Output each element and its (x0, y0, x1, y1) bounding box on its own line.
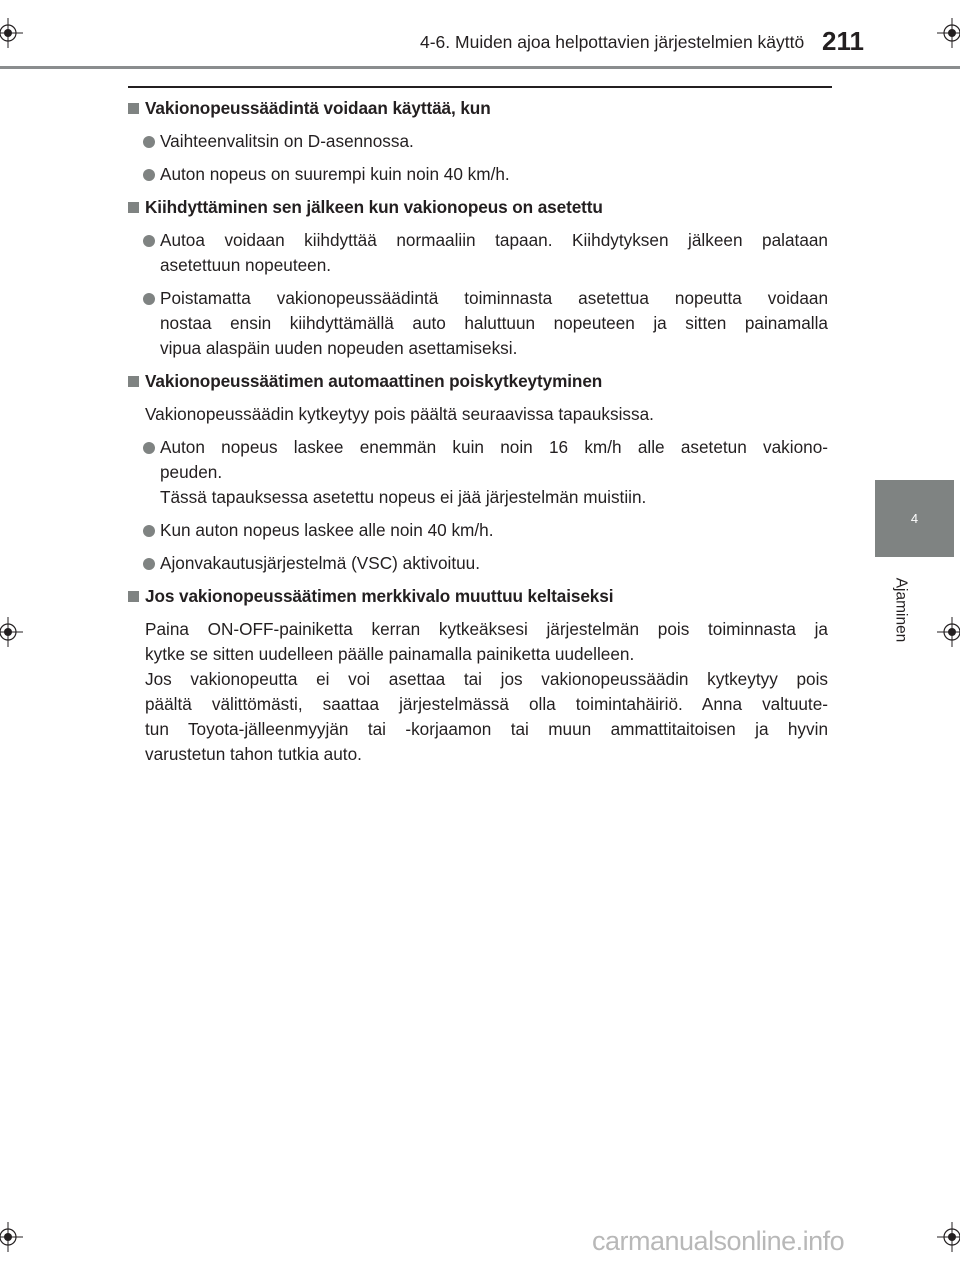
page-content (128, 96, 828, 775)
square-bullet-icon (128, 376, 139, 387)
section-heading: Kiihdyttäminen sen jälkeen kun vakionopeus on asetettu (128, 195, 828, 220)
chapter-tab-label (860, 570, 940, 650)
watermark: carmanualsonline.info (592, 1226, 845, 1256)
content-top-rule (128, 86, 832, 88)
registration-mark-icon (937, 1222, 960, 1252)
round-bullet-icon (143, 442, 155, 454)
running-header-title: 4-6. Muiden ajoa helpottavien järjestelmien käyttö (420, 32, 805, 52)
section-heading: Vakionopeussäädintä voidaan käyttää, kun (128, 96, 828, 121)
list-item: Auton nopeus on suurempi kuin noin 40 km/h. (128, 162, 828, 187)
square-bullet-icon (128, 103, 139, 114)
section-heading: Vakionopeussäätimen automaattinen poiskytkeytyminen (128, 369, 828, 394)
round-bullet-icon (143, 169, 155, 181)
list-item: Vaihteenvalitsin on D-asennossa. (128, 129, 828, 154)
registration-mark-icon (0, 18, 23, 48)
registration-mark-icon (0, 1222, 23, 1252)
chapter-tab (875, 480, 954, 557)
page-number: 211 (822, 26, 864, 56)
list-item: Kun auton nopeus laskee alle noin 40 km/h. (128, 518, 828, 543)
section-intro: Vakionopeussäädin kytkeytyy pois päältä seuraavissa tapauksissa. (145, 404, 654, 424)
round-bullet-icon (143, 136, 155, 148)
registration-mark-icon (937, 18, 960, 48)
list-item: Ajonvakautusjärjestelmä (VSC) aktivoituu. (128, 551, 828, 576)
section-heading: Jos vakionopeussäätimen merkkivalo muuttuu keltaiseksi (128, 584, 828, 609)
list-item: Auton nopeus laskee enemmän kuin noin 16 km/h alle asetetun vakiono- peuden. Tässä tapauksessa asetettu nopeus ei jää järjestelmän muistiin. (128, 435, 828, 510)
chapter-title: Ajaminen (892, 577, 909, 643)
round-bullet-icon (143, 235, 155, 247)
chapter-number: 4 (910, 511, 919, 526)
list-item: Autoa voidaan kiihdyttää normaaliin tapaan. Kiihdytyksen jälkeen palataan asetettuun nopeuteen. (128, 228, 828, 278)
round-bullet-icon (143, 525, 155, 537)
section-paragraph: Paina ON-OFF-painiketta kerran kytkeäksesi järjestelmän pois toiminnasta ja kytke se sitten uudelleen päälle painamalla painiketta uudelleen. Jos vakionopeutta ei voi asettaa tai jos vakionopeussäädin kytkeytyy pois päältä välittömästi, saattaa järjestelmässä olla toimintahäiriö. Anna valtuute- tun Toyota-jälleenmyyjän tai -korjaamon tai muun ammattitaitoisen ja hyvin varustetun tahon tutkia auto. (145, 619, 828, 764)
registration-mark-icon (937, 617, 960, 647)
registration-mark-icon (0, 617, 23, 647)
square-bullet-icon (128, 591, 139, 602)
header-rule (0, 66, 960, 69)
square-bullet-icon (128, 202, 139, 213)
round-bullet-icon (143, 293, 155, 305)
round-bullet-icon (143, 558, 155, 570)
list-item: Poistamatta vakionopeussäädintä toiminnasta asetettua nopeutta voidaan nostaa ensin kiihdyttämällä auto haluttuun nopeuteen ja sitten painamalla vipua alaspäin uuden nopeuden asettamiseksi. (128, 286, 828, 361)
